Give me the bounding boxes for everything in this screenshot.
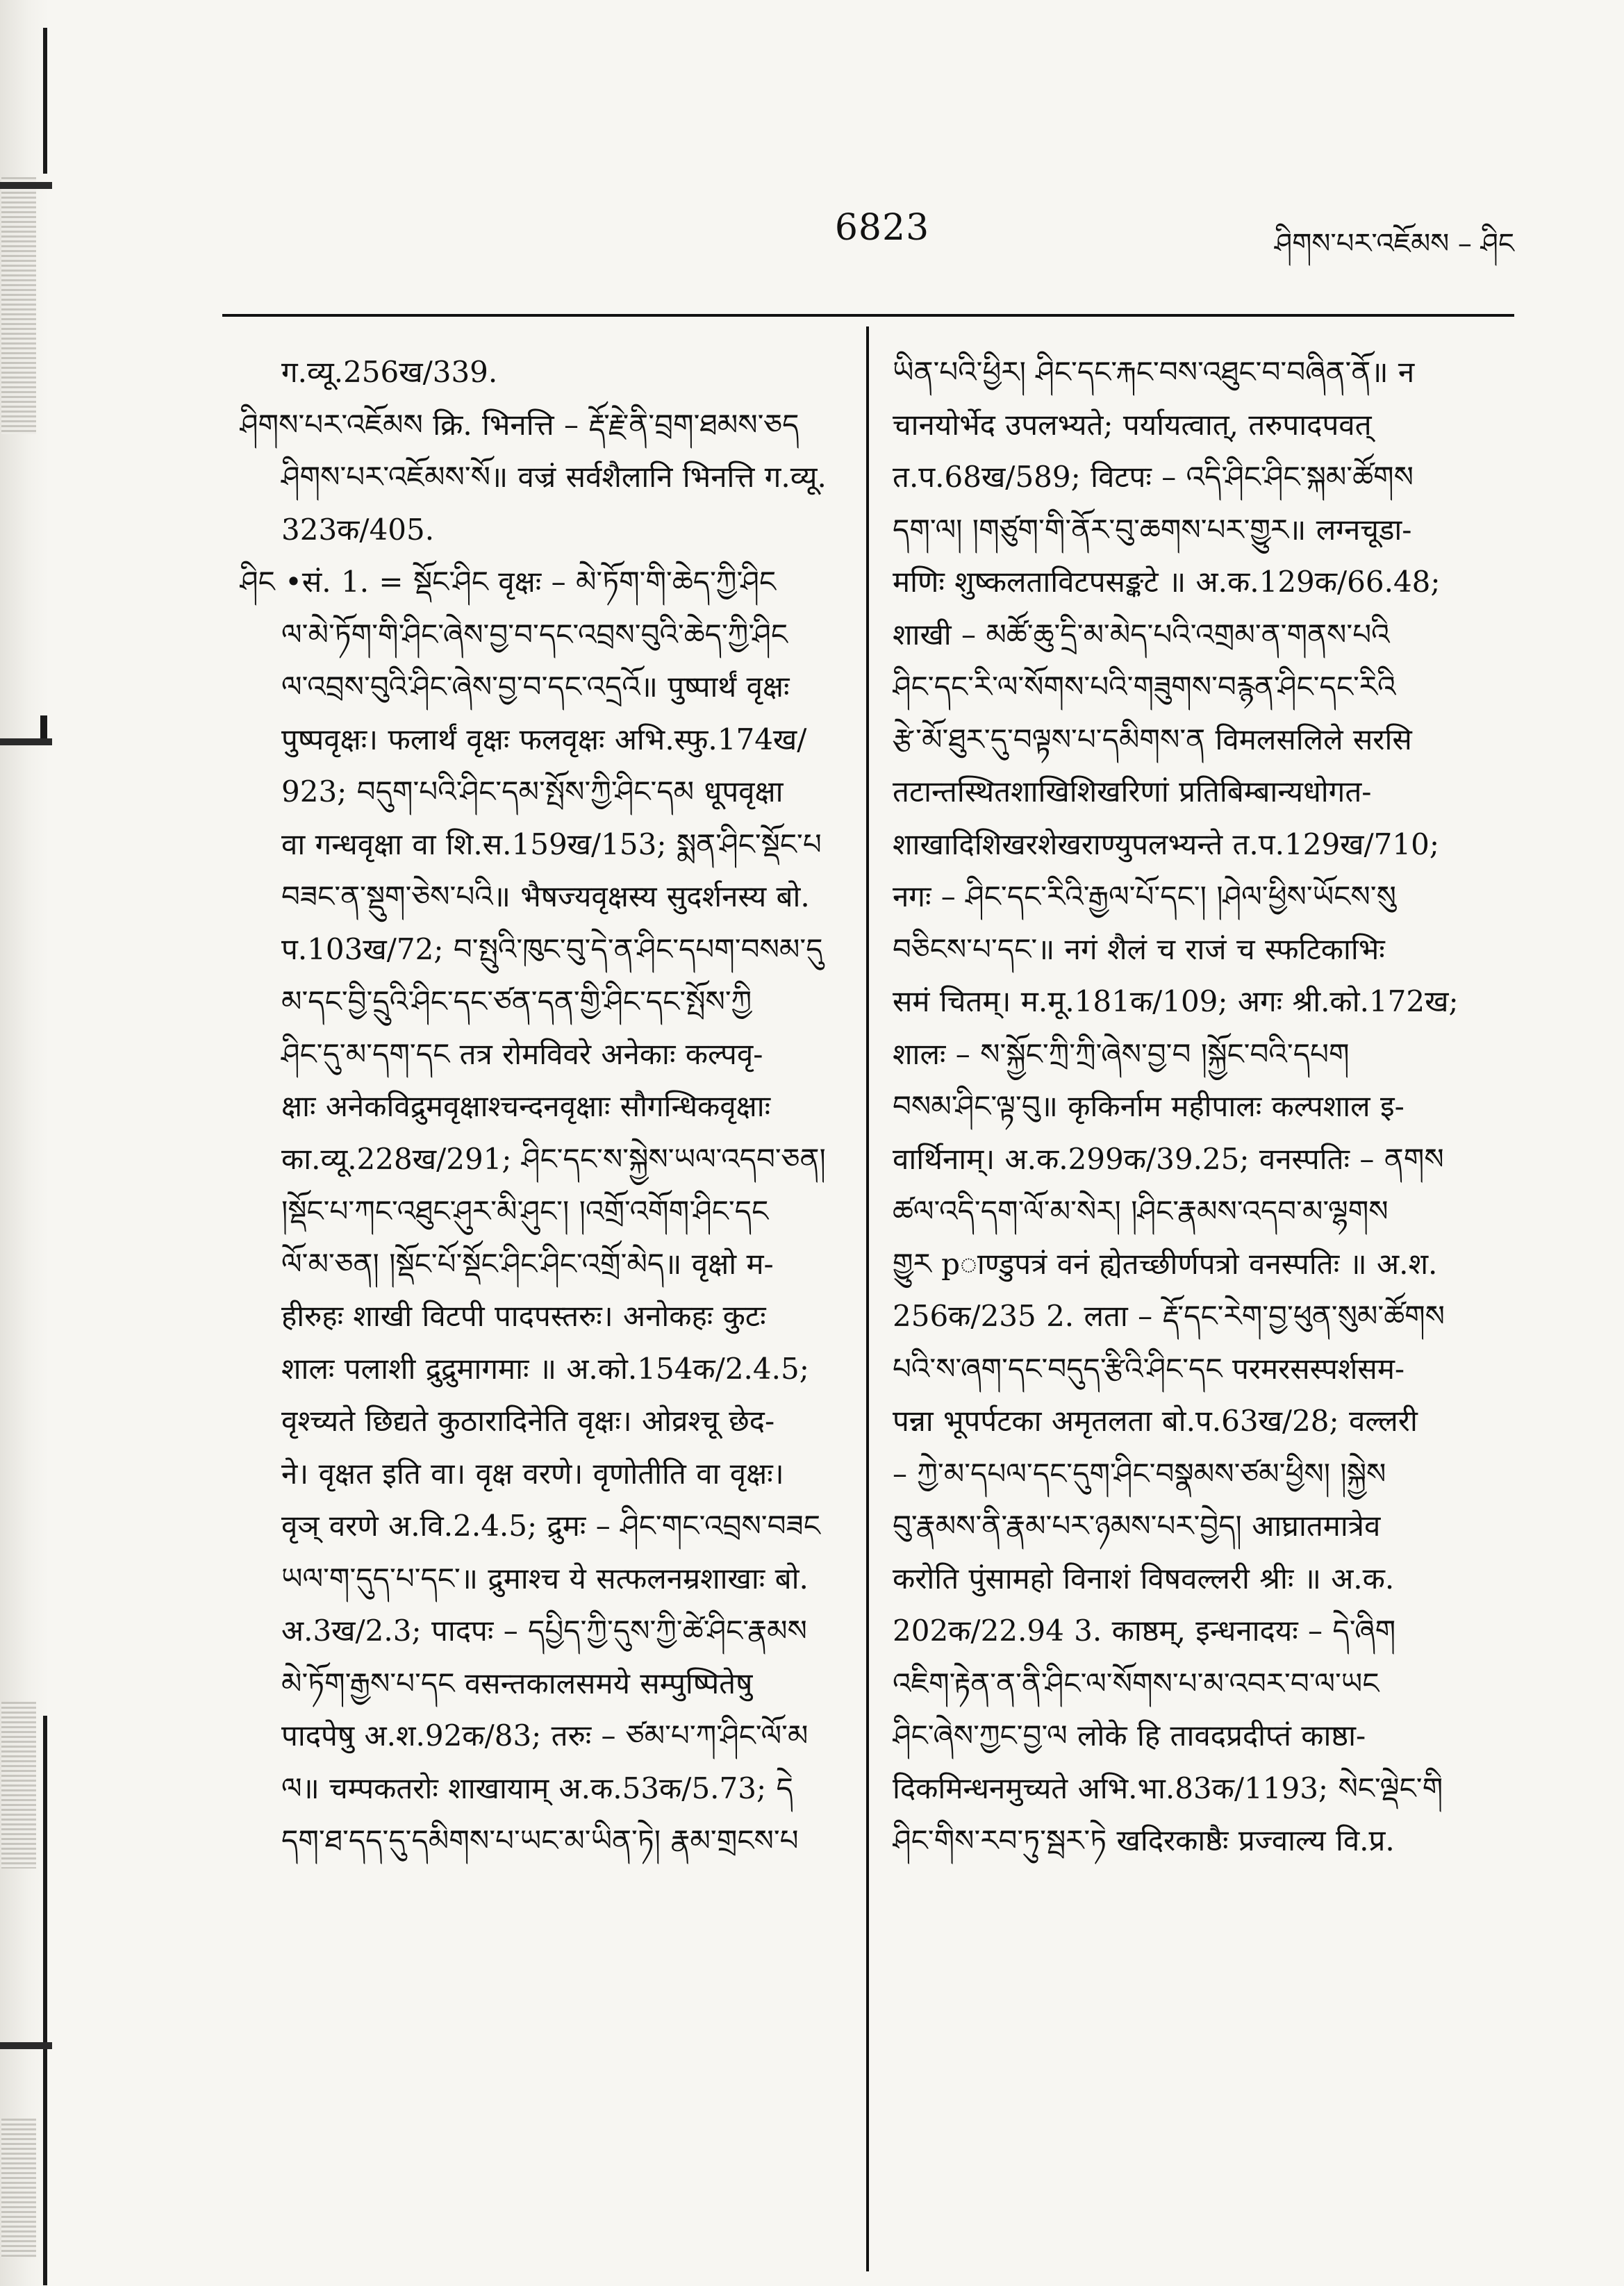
text-line: 202क/22.94 3. काष्ठम्, इन्धनादयः – དེ་ཞིག [893,1614,1396,1648]
text-line: དག་ཐ་དད་དུ་དམིགས་པ་ཡང་མ་ཡིན་ཏེ། རྣམ་གྲངས་པ [281,1823,799,1857]
text-line: ལ་འབྲས་བུའི་ཤིང་ཞེས་བྱ་བ་དང་འདྲའོ॥ पुष्पार्थं वृक्षः [281,670,790,704]
text-line: करोति पुंसामहो विनाशं विषवल्लरी श्रीः ॥ अ.क. [893,1561,1395,1596]
text-line: འཇིག་རྟེན་ན་ནི་ཤིང་ལ་སོགས་པ་མ་འབར་བ་ལ་ཡང [893,1666,1379,1700]
text-line: नगः – ཤིང་དང་རིའི་རྒྱལ་པོ་དང་། །ཤེལ་ཕྱིས་ཡོངས་སུ [893,879,1396,913]
header-rule [222,314,1514,317]
text-line: शालः पलाशी द्रुद्रुमागमाः ॥ अ.को.154क/2.4.5; [281,1351,809,1386]
text-line: पादपेषु अ.श.92क/83; तरुः – ཙམ་པ་ཀ་ཤིང་ལོ་མ [281,1718,809,1753]
text-line: शाखादिशिखरशेखराण्युपलभ्यन्ते त.प.129ख/710; [893,827,1439,861]
left-column [240,346,840,1867]
text-line: क्षाः अनेकविद्रुमवृक्षाश्चन्दनवृक्षाः सौगन्धिकवृक्षाः [281,1089,771,1123]
binding-tick [0,738,52,745]
text-line: །སྡོང་པ་ཀང་འཐུང་ཤུར་མི་ཤུང་། །འགྲོ་འགོག་ཤིང་དང [281,1194,769,1228]
scan-speckle [1,2119,36,2258]
text-line: – ཀྱེ་མ་དཔལ་དང་དུག་ཤིང་བསྣམས་ཙམ་ཕྱིས། །སྐྱེས [893,1456,1386,1491]
text-line: ཡིན་པའི་ཕྱིར། ཤིང་དང་རྐང་བས་འཐུང་བ་བཞིན་ནོ॥ न [893,355,1415,389]
text-line: वार्थिनाम्। अ.क.299क/39.25; वनस्पतिः – ནགས [893,1141,1444,1176]
text-line: ने। वृक्षत इति वा। वृक्ष वरणे। वृणोतीति वा वृक्षः। [281,1456,784,1491]
text-line: མེ་ཏོག་རྒྱས་པ་དང वसन्तकालसमये सम्पुष्पितेषु [281,1666,753,1700]
text-line: ཤིང •सं. 1. = སྡོང་ཤིང वृक्षः – མེ་ཏོག་གི་ཆེད་ཀྱི་ཤིང [240,565,777,599]
text-line: ཤིགས་པར་འཇོམས་སོ॥ वज्रं सर्वशैलानि भिनत्ति ग.व्यू. [281,460,827,494]
text-line: 923; བདུག་པའི་ཤིང་དམ་སྤོས་ཀྱི་ཤིང་དམ धूपवृक्षा [281,775,784,809]
page-number: 6823 [834,207,930,249]
text-line: པའི་ས་ཞག་དང་བདུད་རྩིའི་ཤིང་དང परमरसस्पर्शसम- [893,1351,1405,1386]
text-line: शालः – ས་སྐྱོང་ཀྲི་ཀྲི་ཞེས་བྱ་བ །སྐྱོང་བའི་དཔག [893,1036,1350,1071]
text-line: दिकमिन्धनमुच्यते अभि.भा.83क/1193; སེང་ལྡེང་གི [893,1771,1443,1805]
scan-speckle [1,177,36,434]
binding-tick [0,2042,52,2049]
text-line: ཤིང་དུ་མ་དག་དང तत्र रोमविवरे अनेकाः कल्पवृ- [281,1036,763,1071]
text-line: ཚལ་འདི་དག་ལོ་མ་སེར། །ཤིང་རྣམས་འདབ་མ་ལྷགས [893,1194,1389,1228]
text-line: དག་ལ། །གཙུག་གི་ནོར་བུ་ཆགས་པར་གྱུར॥ लग्नचूडा- [893,512,1412,547]
column-divider [866,326,869,2271]
text-line: 323क/405. [281,512,435,547]
text-line: ग.व्यू.256ख/339. [281,355,498,389]
text-line: प.103ख/72; བ་སྤུའི་ཁུང་བུ་དེ་ན་ཤིང་དཔག་བསམ་དུ [281,931,823,966]
text-line: त.प.68ख/589; विटपः – འདི་ཤིང་ཤིང་སྐམ་ཚོགས [893,460,1414,494]
text-line: 256क/235 2. लता – རྡོ་དང་རེག་བྱ་ཕུན་སུམ་ཚོགས [893,1299,1445,1333]
text-line: चानयोर्भेद उपलभ्यते; पर्यायत्वात्, तरुपादपवत् [893,407,1372,442]
text-line: वा गन्धवृक्षा वा शि.स.159ख/153; སྨན་ཤིང་སྡོང་པ [281,827,822,861]
binding-tick [0,182,52,189]
text-line: ལ་མེ་ཏོག་གི་ཤིང་ཞེས་བྱ་བ་དང་འབྲས་བུའི་ཆེད་ཀྱི་ཤིང [281,617,788,652]
scan-speckle [1,1702,36,1869]
text-line: ཤིང་ཞེས་ཀྱང་བྱ་ལ लोके हि तावदप्रदीप्तं काष्ठा- [893,1718,1366,1753]
text-line: का.व्यू.228ख/291; ཤིང་དང་ས་སྐྱེས་ཡལ་འདབ་ཅན། [281,1141,826,1176]
text-line: पन्ना भूपर्पटका अमृतलता बो.प.63ख/28; वल्लरी [893,1404,1418,1438]
text-line: ལོ་མ་ཅན། །སྡོང་པོ་སྡོང་ཤིང་ཤིང་འགྲོ་མེད॥ वृक्षो म- [281,1246,774,1281]
text-line: ཤིང་གིས་རབ་ཏུ་སྦར་ཏེ खदिरकाष्ठैः प्रज्वाल्य वि.प्र. [893,1823,1395,1857]
right-column [893,346,1518,1867]
text-line: हीरुहः शाखी विटपी पादपस्तरुः। अनोकहः कुटः [281,1299,766,1333]
text-line: བཅིངས་པ་དང་॥ नगं शैलं च राजं च स्फटिकाभिः [893,931,1385,966]
text-line: བཟང་ན་སྡུག་ཅེས་པའི॥ भैषज्यवृक्षस्य सुदर्शनस्य बो. [281,879,810,913]
text-line: शाखी – མཚོ་ཆུ་དྲི་མ་མེད་པའི་འགྲམ་ན་གནས་པའི [893,617,1390,652]
text-line: ཤིགས་པར་འཇོམས क्रि. भिनत्ति – རྡོ་རྗེ་ནི་བྲག་ཐམས་ཅད [240,407,799,442]
text-line: वृश्च्यते छिद्यते कुठारादिनेति वृक्षः। ओव्रश्चू छेद- [281,1404,775,1438]
text-line: བུ་རྣམས་ནི་རྣམ་པར་ཉམས་པར་བྱེད། आघ्रातमात्रेव [893,1509,1381,1543]
binding-line [43,28,47,174]
text-line: ཡལ་ག་དུད་པ་དང་॥ द्रुमाश्च ये सत्फलनम्रशाखाः बो. [281,1561,809,1596]
text-line: समं चितम्। म.मू.181क/109; अगः श्री.को.172ख; [893,984,1459,1018]
binding-line [43,1716,47,2285]
text-line: तटान्तस्थितशाखिशिखरिणां प्रतिबिम्बान्यधोगत- [893,775,1372,809]
text-line: གྱུར pाण्डुपत्रं वनं ह्येतच्छीर्णपत्रो वनस्पतिः ॥ अ.श. [893,1246,1438,1281]
text-line: མ་དང་བྱི་དྲུའི་ཤིང་དང་ཙན་དན་གྱི་ཤིང་དང་སྤོས་ཀྱི [281,984,752,1018]
text-line: རྩེ་མོ་ཐུར་དུ་བལྟས་པ་དམིགས་ན विमलसलिले सरसि [893,722,1412,756]
text-line: བསམ་ཤིང་ལྟ་བུ॥ कृकिर्नाम महीपालः कल्पशाल इ- [893,1089,1405,1123]
text-line: पुष्पवृक्षः। फलार्थं वृक्षः फलवृक्षः अभि.स्फु.174ख/ [281,722,807,756]
text-line: अ.3ख/2.3; पादपः – དཔྱིད་ཀྱི་དུས་ཀྱི་ཚེ་ཤིང་རྣམས [281,1614,807,1648]
text-line: ཤིང་དང་རི་ལ་སོགས་པའི་གཟུགས་བརྙན་ཤིང་དང་རིའི [893,670,1396,704]
text-line: मणिः शुष्कलताविटपसङ्कटे ॥ अ.क.129क/66.48; [893,565,1441,599]
text-line: ལ॥ चम्पकतरोः शाखायाम् अ.क.53क/5.73; དེ [281,1771,793,1805]
running-head: ཤིགས་པར་འཇོམས – ཤིང [1274,228,1514,260]
text-line: वृञ् वरणे अ.वि.2.4.5; द्रुमः – ཤིང་གང་འབྲས་བཟང [281,1509,820,1543]
